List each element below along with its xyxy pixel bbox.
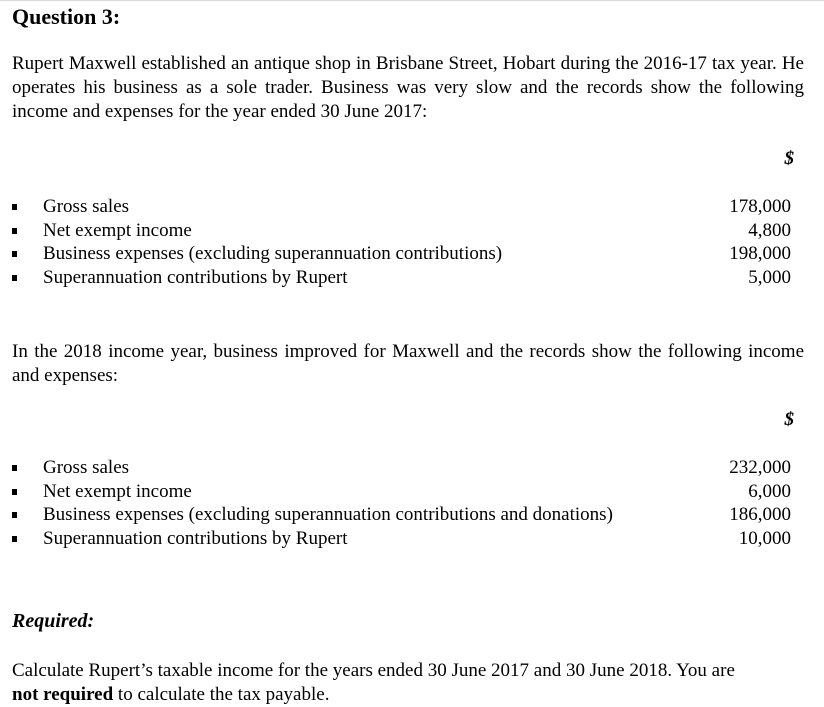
list-item [0, 242, 824, 266]
item-amount: 186,000 [729, 504, 791, 525]
question-heading: Question 3: [12, 4, 121, 29]
item-amount: 6,000 [748, 480, 791, 502]
item-amount: 4,800 [748, 219, 791, 241]
bullet-icon [12, 251, 17, 257]
bullet-icon [12, 204, 17, 210]
item-label: Business expenses (excluding superannuation contributions and donations) [43, 504, 613, 525]
item-label: Net exempt income [43, 219, 192, 241]
bullet-icon [12, 489, 17, 495]
item-label: Business expenses (excluding superannuation contributions) [43, 243, 503, 264]
item-amount: 5,000 [748, 266, 791, 288]
task-end: to calculate the tax payable. [113, 684, 330, 705]
item-label: Superannuation contributions by Rupert [43, 266, 348, 288]
task-text: Calculate Rupert’s taxable income for the years ended 30 June 2017 and 30 June 2018. You are [12, 660, 735, 681]
list-item [0, 527, 824, 551]
item-amount: 198,000 [729, 243, 791, 264]
item-amount: 10,000 [738, 527, 791, 549]
item-label: Net exempt income [43, 480, 192, 502]
task-emphasis: not required [12, 684, 114, 705]
list-item [0, 503, 824, 527]
list-item [0, 266, 824, 290]
bullet-icon [12, 465, 17, 471]
item-label: Gross sales [43, 196, 130, 217]
list-item [0, 219, 824, 243]
top-divider [0, 0, 824, 1]
intro-paragraph-2017: Rupert Maxwell established an antique shop in Brisbane Street, Hobart during the 2016-17 tax year. He operates his business as a sole trader. Business was very slow and the records show the following income and expenses for the year ended 30 June 2017: [12, 53, 804, 122]
task-instructions [12, 659, 816, 707]
item-label: Superannuation contributions by Rupert [43, 527, 348, 549]
required-heading: Required: [12, 610, 95, 632]
intro-paragraph-2018: In the 2018 income year, business improved for Maxwell and the records show the following income and expenses: [12, 341, 804, 386]
bullet-icon [12, 275, 17, 281]
bullet-icon [12, 536, 17, 542]
item-amount: 232,000 [729, 457, 791, 478]
bullet-icon [12, 228, 17, 234]
item-label: Gross sales [43, 457, 130, 478]
list-item [0, 195, 824, 219]
currency-header-2018: $ [784, 409, 794, 430]
items-list-2017 [0, 195, 824, 289]
bullet-icon [12, 512, 17, 518]
items-list-2018 [0, 456, 824, 550]
list-item [0, 456, 824, 480]
item-amount: 178,000 [729, 196, 791, 217]
list-item [0, 480, 824, 504]
currency-header-2017: $ [784, 148, 794, 169]
